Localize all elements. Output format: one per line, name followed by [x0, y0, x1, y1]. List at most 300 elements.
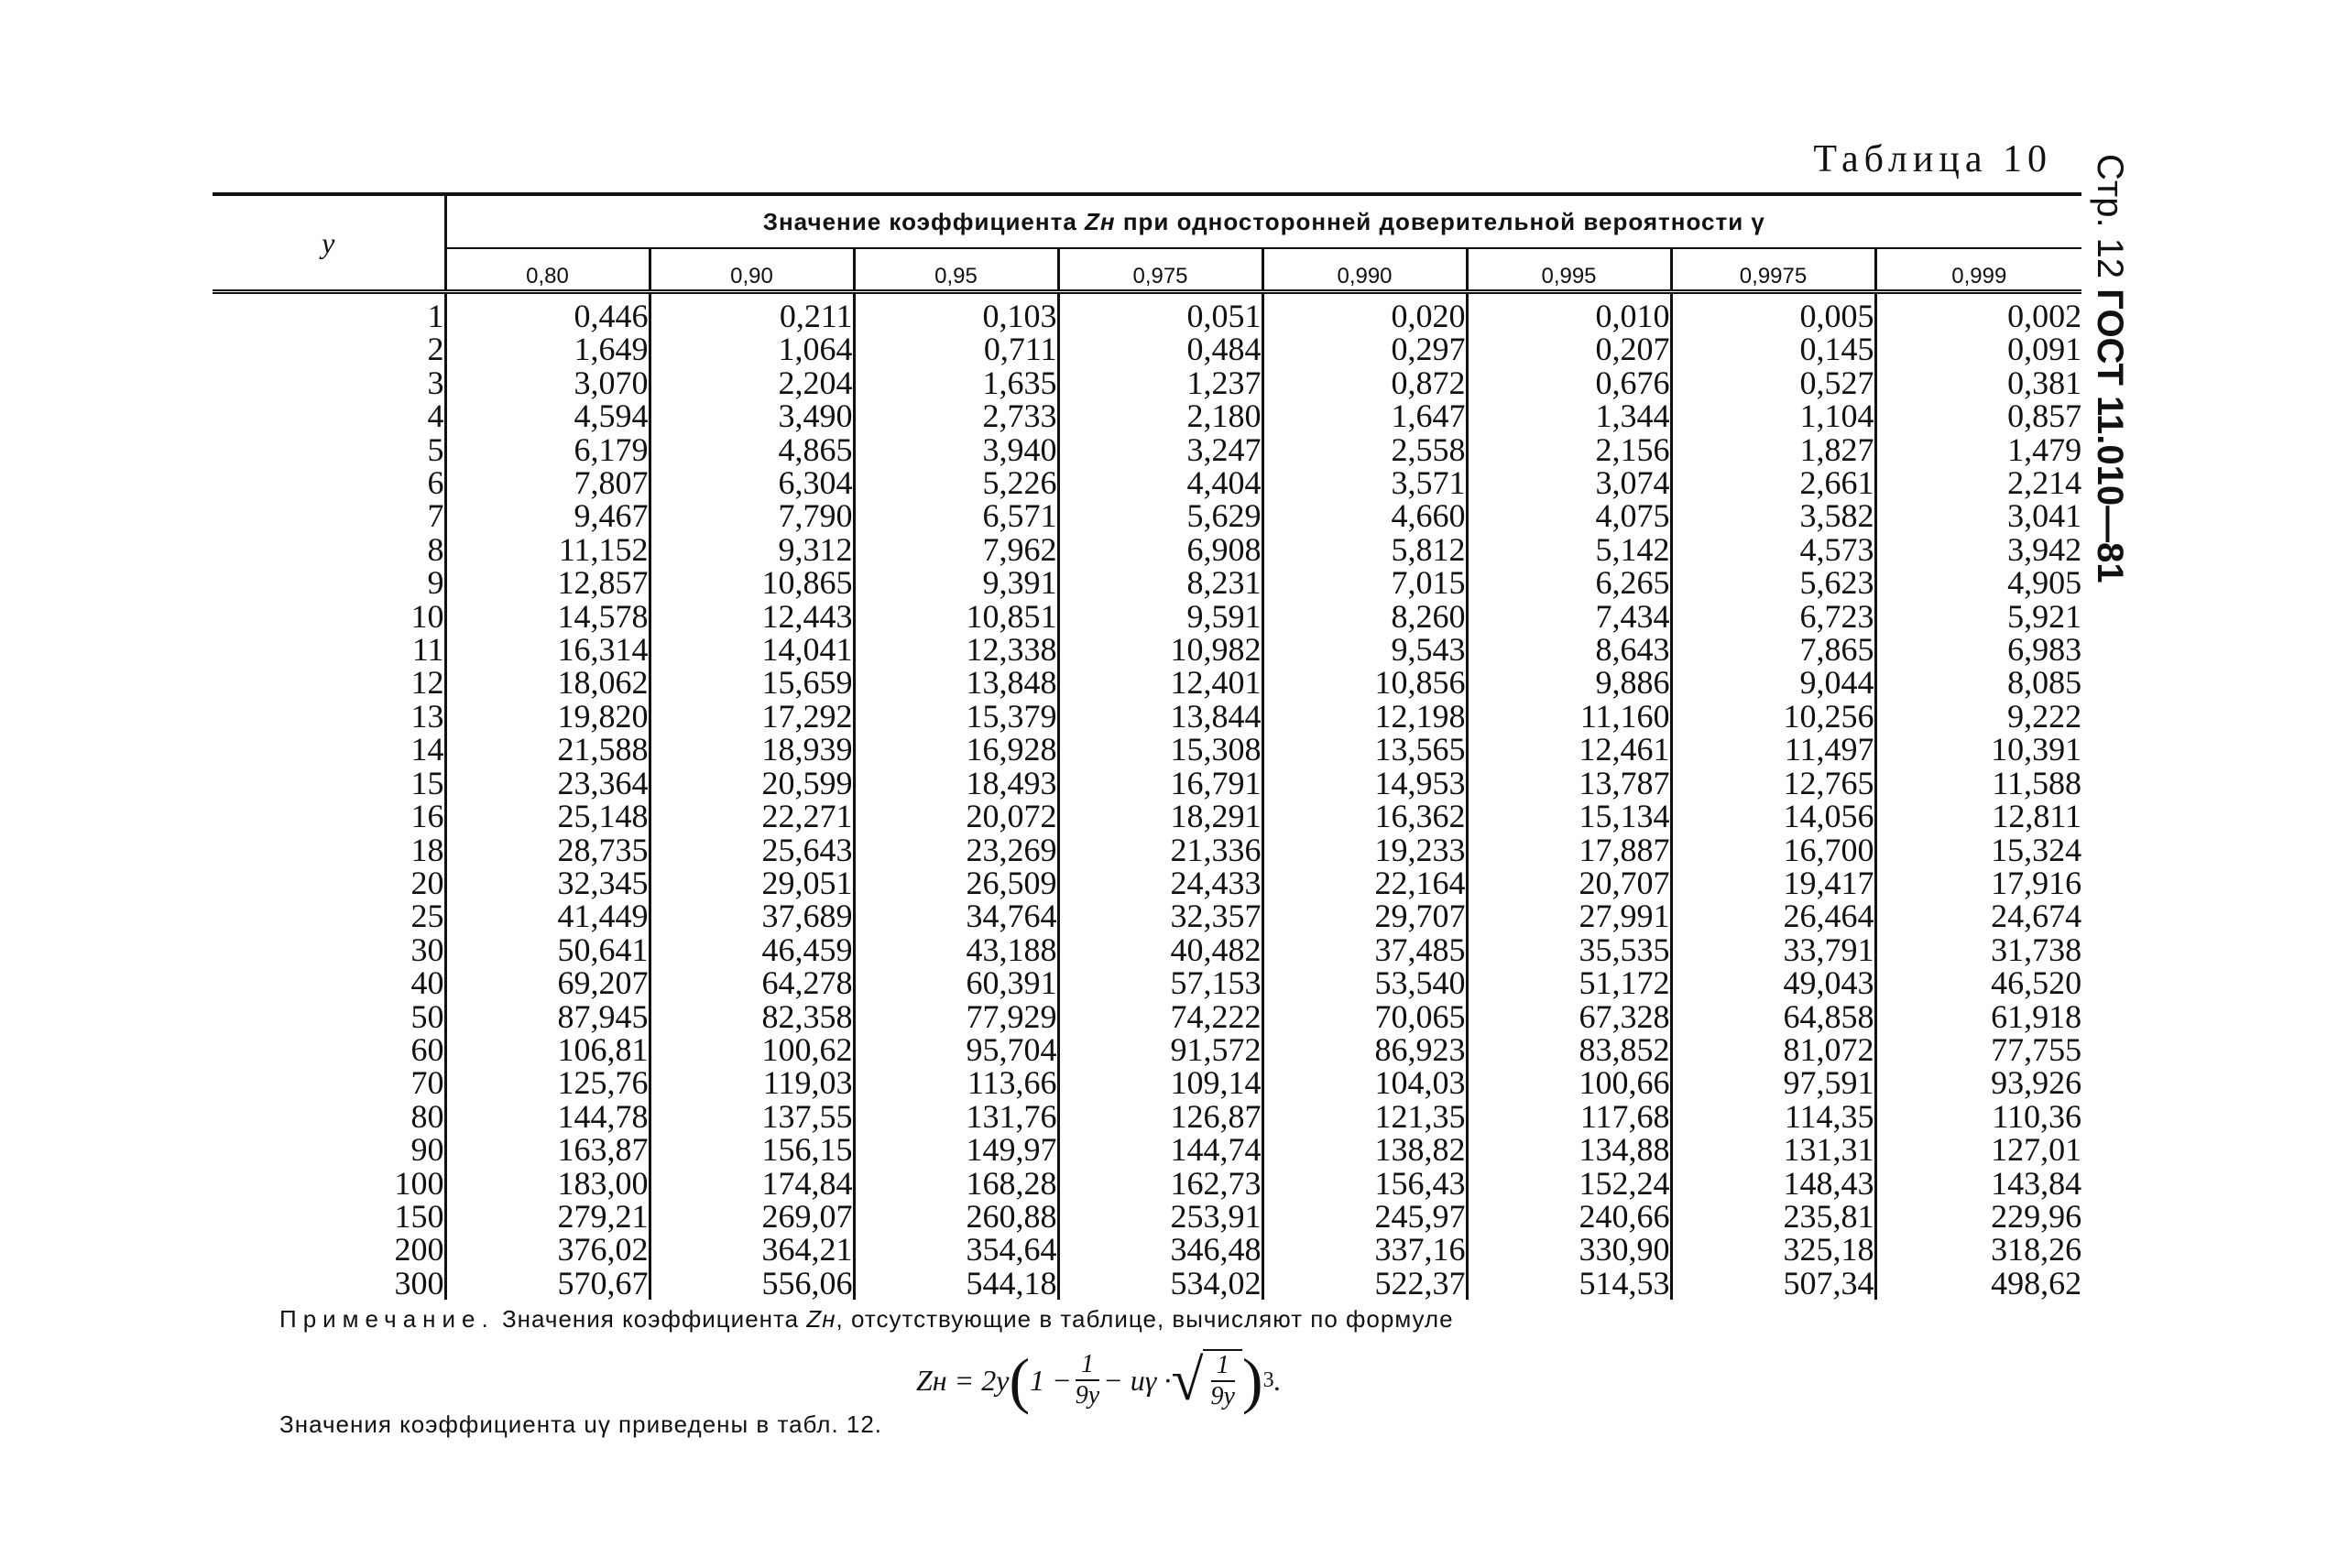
- value-cell: 0,002: [1875, 292, 2081, 333]
- value-cell: 3,490: [650, 399, 854, 432]
- table-row: [213, 332, 2081, 365]
- table-row: [213, 666, 2081, 699]
- value-cell: 110,36: [1875, 1100, 2081, 1133]
- value-cell: 74,222: [1058, 1000, 1262, 1033]
- table-body: [213, 292, 2081, 1301]
- table-row: [213, 292, 2081, 333]
- table-row: [213, 633, 2081, 666]
- formula-exponent: 3: [1262, 1367, 1274, 1392]
- value-cell: 27,991: [1467, 899, 1671, 932]
- value-cell: 95,704: [854, 1033, 1058, 1066]
- y-cell: 80: [410, 1097, 444, 1135]
- value-cell: 9,467: [445, 499, 650, 532]
- value-cell: 49,043: [1671, 966, 1875, 999]
- value-cell: 235,81: [1671, 1200, 1875, 1233]
- table-row: [213, 767, 2081, 800]
- value-cell: 87,945: [445, 1000, 650, 1033]
- value-cell: 0,103: [854, 292, 1058, 333]
- value-cell: 8,643: [1467, 633, 1671, 666]
- value-cell: 0,857: [1875, 399, 2081, 432]
- y-cell: 5: [427, 430, 444, 468]
- gamma-column-header: 0,999: [1875, 248, 2081, 292]
- value-cell: 11,152: [445, 533, 650, 566]
- value-cell: 3,940: [854, 433, 1058, 466]
- value-cell: 51,172: [1467, 966, 1671, 999]
- value-cell: 5,921: [1875, 600, 2081, 633]
- value-cell: 1,064: [650, 332, 854, 365]
- data-table: [213, 192, 2081, 1300]
- y-cell: 1: [427, 298, 444, 334]
- value-cell: 0,711: [854, 332, 1058, 365]
- value-cell: 3,582: [1671, 499, 1875, 532]
- y-cell: 70: [410, 1064, 444, 1102]
- y-cell: 50: [410, 997, 444, 1035]
- value-cell: 22,164: [1262, 866, 1467, 899]
- value-cell: 4,660: [1262, 499, 1467, 532]
- table-row: [213, 700, 2081, 733]
- value-cell: 376,02: [445, 1233, 650, 1266]
- value-cell: 11,160: [1467, 700, 1671, 733]
- root-fraction: [1210, 1351, 1234, 1411]
- value-cell: 156,15: [650, 1133, 854, 1166]
- gamma-column-header: 0,995: [1467, 248, 1671, 292]
- value-cell: 10,256: [1671, 700, 1875, 733]
- table-row: [213, 499, 2081, 532]
- value-cell: 0,297: [1262, 332, 1467, 365]
- y-cell: 13: [410, 697, 444, 735]
- table-row: [213, 1100, 2081, 1133]
- value-cell: 0,020: [1262, 292, 1467, 333]
- table-row: [213, 1033, 2081, 1066]
- table-row: [213, 1267, 2081, 1300]
- value-cell: 46,459: [650, 933, 854, 966]
- table-row: [213, 566, 2081, 599]
- table-row: [213, 866, 2081, 899]
- value-cell: 1,827: [1671, 433, 1875, 466]
- gamma-column-header: 0,90: [650, 248, 854, 292]
- value-cell: 119,03: [650, 1066, 854, 1099]
- table-row: [213, 466, 2081, 499]
- value-cell: 0,872: [1262, 366, 1467, 399]
- value-cell: 0,051: [1058, 292, 1262, 333]
- y-cell: 20: [410, 864, 444, 901]
- value-cell: 337,16: [1262, 1233, 1467, 1266]
- value-cell: 24,674: [1875, 899, 2081, 932]
- value-cell: 60,391: [854, 966, 1058, 999]
- value-cell: 346,48: [1058, 1233, 1262, 1266]
- value-cell: 26,509: [854, 866, 1058, 899]
- y-cell: 4: [427, 397, 444, 435]
- value-cell: 7,807: [445, 466, 650, 499]
- value-cell: 12,811: [1875, 800, 2081, 833]
- value-cell: 61,918: [1875, 1000, 2081, 1033]
- value-cell: 514,53: [1467, 1267, 1671, 1300]
- value-cell: 16,314: [445, 633, 650, 666]
- y-cell: 25: [410, 898, 444, 935]
- table-row: [213, 1000, 2081, 1033]
- value-cell: 144,74: [1058, 1133, 1262, 1166]
- value-cell: 12,857: [445, 566, 650, 599]
- table-row: [213, 966, 2081, 999]
- value-cell: 156,43: [1262, 1167, 1467, 1200]
- value-cell: 1,649: [445, 332, 650, 365]
- value-cell: 83,852: [1467, 1033, 1671, 1066]
- gamma-header-row: [213, 248, 2081, 292]
- table-row: [213, 366, 2081, 399]
- value-cell: 6,265: [1467, 566, 1671, 599]
- value-cell: 15,308: [1058, 733, 1262, 766]
- value-cell: 13,787: [1467, 767, 1671, 800]
- formula: [916, 1346, 1282, 1414]
- value-cell: 9,886: [1467, 666, 1671, 699]
- root-denominator: 9y: [1210, 1382, 1235, 1410]
- value-cell: 12,401: [1058, 666, 1262, 699]
- value-cell: 3,942: [1875, 533, 2081, 566]
- value-cell: 4,905: [1875, 566, 2081, 599]
- value-cell: 37,485: [1262, 933, 1467, 966]
- value-cell: 2,733: [854, 399, 1058, 432]
- value-cell: 14,041: [650, 633, 854, 666]
- left-paren: (: [1009, 1345, 1031, 1415]
- table-row: [213, 1167, 2081, 1200]
- table-row: [213, 1200, 2081, 1233]
- root-numerator: 1: [1211, 1351, 1235, 1382]
- value-cell: 43,188: [854, 933, 1058, 966]
- value-cell: 364,21: [650, 1233, 854, 1266]
- value-cell: 16,791: [1058, 767, 1262, 800]
- value-cell: 12,461: [1467, 733, 1671, 766]
- value-cell: 0,207: [1467, 332, 1671, 365]
- value-cell: 544,18: [854, 1267, 1058, 1300]
- value-cell: 143,84: [1875, 1167, 2081, 1200]
- value-cell: 9,044: [1671, 666, 1875, 699]
- value-cell: 1,647: [1262, 399, 1467, 432]
- gamma-column-header: 0,80: [445, 248, 650, 292]
- y-cell: 9: [427, 564, 444, 602]
- value-cell: 269,07: [650, 1200, 854, 1233]
- value-cell: 0,381: [1875, 366, 2081, 399]
- value-cell: 70,065: [1262, 1000, 1467, 1033]
- value-cell: 9,312: [650, 533, 854, 566]
- value-cell: 9,391: [854, 566, 1058, 599]
- value-cell: 3,041: [1875, 499, 2081, 532]
- y-cell: 60: [410, 1030, 444, 1068]
- y-cell: 18: [410, 831, 444, 868]
- formula-lhs: Zн = 2y: [916, 1363, 1010, 1397]
- gamma-column-header: 0,975: [1058, 248, 1262, 292]
- value-cell: 93,926: [1875, 1066, 2081, 1099]
- value-cell: 7,790: [650, 499, 854, 532]
- note-text-post: , отсутствующие в таблице, вычисляют по формуле: [836, 1305, 1454, 1333]
- value-cell: 1,344: [1467, 399, 1671, 432]
- value-cell: 13,848: [854, 666, 1058, 699]
- value-cell: 25,643: [650, 833, 854, 866]
- value-cell: 77,755: [1875, 1033, 2081, 1066]
- value-cell: 109,14: [1058, 1066, 1262, 1099]
- value-cell: 0,145: [1671, 332, 1875, 365]
- note-heading: Примечание.: [279, 1305, 495, 1333]
- gamma-column-header: 0,990: [1262, 248, 1467, 292]
- value-cell: 1,237: [1058, 366, 1262, 399]
- value-cell: 20,599: [650, 767, 854, 800]
- value-cell: 82,358: [650, 1000, 854, 1033]
- value-cell: 18,939: [650, 733, 854, 766]
- value-cell: 5,226: [854, 466, 1058, 499]
- value-cell: 0,446: [445, 292, 650, 333]
- page-number: Стр. 12: [2090, 154, 2130, 279]
- value-cell: 117,68: [1467, 1100, 1671, 1133]
- value-cell: 10,865: [650, 566, 854, 599]
- value-cell: 20,707: [1467, 866, 1671, 899]
- value-cell: 6,304: [650, 466, 854, 499]
- value-cell: 1,635: [854, 366, 1058, 399]
- value-cell: 121,35: [1262, 1100, 1467, 1133]
- value-cell: 6,908: [1058, 533, 1262, 566]
- value-cell: 15,324: [1875, 833, 2081, 866]
- value-cell: 100,66: [1467, 1066, 1671, 1099]
- value-cell: 12,198: [1262, 700, 1467, 733]
- value-cell: 86,923: [1262, 1033, 1467, 1066]
- row-header-y: y: [213, 194, 445, 292]
- value-cell: 22,271: [650, 800, 854, 833]
- value-cell: 126,87: [1058, 1100, 1262, 1133]
- value-cell: 19,820: [445, 700, 650, 733]
- value-cell: 253,91: [1058, 1200, 1262, 1233]
- note-line-1: [279, 1305, 2020, 1334]
- value-cell: 138,82: [1262, 1133, 1467, 1166]
- value-cell: 6,723: [1671, 600, 1875, 633]
- y-cell: 7: [427, 497, 444, 535]
- value-cell: 16,928: [854, 733, 1058, 766]
- value-cell: 33,791: [1671, 933, 1875, 966]
- value-cell: 11,497: [1671, 733, 1875, 766]
- value-cell: 17,292: [650, 700, 854, 733]
- value-cell: 2,204: [650, 366, 854, 399]
- value-cell: 2,180: [1058, 399, 1262, 432]
- gamma-column-header: 0,9975: [1671, 248, 1875, 292]
- formula-end: .: [1273, 1363, 1282, 1397]
- group-header: [445, 194, 2081, 248]
- value-cell: 28,735: [445, 833, 650, 866]
- note-symbol: Zн: [806, 1305, 836, 1333]
- value-cell: 18,493: [854, 767, 1058, 800]
- value-cell: 2,156: [1467, 433, 1671, 466]
- value-cell: 40,482: [1058, 933, 1262, 966]
- value-cell: 134,88: [1467, 1133, 1671, 1166]
- value-cell: 32,357: [1058, 899, 1262, 932]
- value-cell: 12,338: [854, 633, 1058, 666]
- value-cell: 46,520: [1875, 966, 2081, 999]
- value-cell: 325,18: [1671, 1233, 1875, 1266]
- value-cell: 174,84: [650, 1167, 854, 1200]
- value-cell: 570,67: [445, 1267, 650, 1300]
- y-cell: 16: [410, 798, 444, 835]
- value-cell: 330,90: [1467, 1233, 1671, 1266]
- table-row: [213, 433, 2081, 466]
- group-header-pre: Значение коэффициента: [762, 207, 1086, 235]
- value-cell: 5,623: [1671, 566, 1875, 599]
- value-cell: 127,01: [1875, 1133, 2081, 1166]
- value-cell: 21,336: [1058, 833, 1262, 866]
- value-cell: 21,588: [445, 733, 650, 766]
- value-cell: 9,222: [1875, 700, 2081, 733]
- value-cell: 15,659: [650, 666, 854, 699]
- value-cell: 17,887: [1467, 833, 1671, 866]
- y-cell: 8: [427, 530, 444, 568]
- value-cell: 64,858: [1671, 1000, 1875, 1033]
- value-cell: 19,417: [1671, 866, 1875, 899]
- value-cell: 104,03: [1262, 1066, 1467, 1099]
- value-cell: 8,231: [1058, 566, 1262, 599]
- value-cell: 148,43: [1671, 1167, 1875, 1200]
- value-cell: 15,379: [854, 700, 1058, 733]
- value-cell: 23,364: [445, 767, 650, 800]
- value-cell: 131,76: [854, 1100, 1058, 1133]
- value-cell: 6,983: [1875, 633, 2081, 666]
- right-paren: ): [1241, 1345, 1263, 1415]
- value-cell: 240,66: [1467, 1200, 1671, 1233]
- value-cell: 7,015: [1262, 566, 1467, 599]
- value-cell: 29,051: [650, 866, 854, 899]
- value-cell: 2,558: [1262, 433, 1467, 466]
- value-cell: 10,856: [1262, 666, 1467, 699]
- formula-one: 1 −: [1030, 1363, 1072, 1397]
- value-cell: 5,812: [1262, 533, 1467, 566]
- value-cell: 69,207: [445, 966, 650, 999]
- value-cell: 14,056: [1671, 800, 1875, 833]
- y-cell: 6: [427, 464, 444, 502]
- value-cell: 41,449: [445, 899, 650, 932]
- value-cell: 53,540: [1262, 966, 1467, 999]
- y-cell: 12: [410, 664, 444, 702]
- value-cell: 131,31: [1671, 1133, 1875, 1166]
- value-cell: 18,291: [1058, 800, 1262, 833]
- value-cell: 6,179: [445, 433, 650, 466]
- value-cell: 23,269: [854, 833, 1058, 866]
- value-cell: 19,233: [1262, 833, 1467, 866]
- value-cell: 0,005: [1671, 292, 1875, 333]
- table-row: [213, 833, 2081, 866]
- value-cell: 32,345: [445, 866, 650, 899]
- y-cell: 11: [411, 631, 444, 669]
- value-cell: 260,88: [854, 1200, 1058, 1233]
- value-cell: 11,588: [1875, 767, 2081, 800]
- value-cell: 9,591: [1058, 600, 1262, 633]
- value-cell: 229,96: [1875, 1200, 2081, 1233]
- value-cell: 0,676: [1467, 366, 1671, 399]
- value-cell: 4,573: [1671, 533, 1875, 566]
- value-cell: 507,34: [1671, 1267, 1875, 1300]
- value-cell: 35,535: [1467, 933, 1671, 966]
- value-cell: 67,328: [1467, 1000, 1671, 1033]
- y-cell: 300: [394, 1264, 444, 1301]
- value-cell: 3,074: [1467, 466, 1671, 499]
- value-cell: 354,64: [854, 1233, 1058, 1266]
- group-header-symbol: Zн: [1085, 207, 1116, 235]
- value-cell: 113,66: [854, 1066, 1058, 1099]
- table-row: [213, 800, 2081, 833]
- y-cell: 15: [410, 764, 444, 801]
- note-line-2: Значения коэффициента uγ приведены в табл. 12.: [279, 1410, 883, 1438]
- y-cell: 2: [427, 331, 444, 368]
- value-cell: 152,24: [1467, 1167, 1671, 1200]
- value-cell: 15,134: [1467, 800, 1671, 833]
- value-cell: 5,142: [1467, 533, 1671, 566]
- value-cell: 7,962: [854, 533, 1058, 566]
- y-cell: 30: [410, 931, 444, 968]
- table-label: Таблица 10: [1813, 138, 2052, 180]
- value-cell: 13,565: [1262, 733, 1467, 766]
- table-row: [213, 399, 2081, 432]
- value-cell: 29,707: [1262, 899, 1467, 932]
- value-cell: 3,571: [1262, 466, 1467, 499]
- fraction-numerator: 1: [1076, 1350, 1099, 1381]
- note-text-pre: Значения коэффициента: [494, 1305, 807, 1333]
- value-cell: 25,148: [445, 800, 650, 833]
- y-cell: 90: [410, 1131, 444, 1169]
- value-cell: 24,433: [1058, 866, 1262, 899]
- value-cell: 3,247: [1058, 433, 1262, 466]
- value-cell: 149,97: [854, 1133, 1058, 1166]
- value-cell: 31,738: [1875, 933, 2081, 966]
- value-cell: 10,391: [1875, 733, 2081, 766]
- value-cell: 183,00: [445, 1167, 650, 1200]
- value-cell: 12,443: [650, 600, 854, 633]
- value-cell: 10,851: [854, 600, 1058, 633]
- value-cell: 14,578: [445, 600, 650, 633]
- value-cell: 50,641: [445, 933, 650, 966]
- table-row: [213, 733, 2081, 766]
- group-header-post: при односторонней доверительной вероятности γ: [1115, 207, 1765, 235]
- value-cell: 4,594: [445, 399, 650, 432]
- value-cell: 2,214: [1875, 466, 2081, 499]
- value-cell: 318,26: [1875, 1233, 2081, 1266]
- value-cell: 0,091: [1875, 332, 2081, 365]
- value-cell: 0,010: [1467, 292, 1671, 333]
- value-cell: 0,211: [650, 292, 854, 333]
- value-cell: 2,661: [1671, 466, 1875, 499]
- fraction-denominator: 9y: [1075, 1381, 1100, 1410]
- value-cell: 0,484: [1058, 332, 1262, 365]
- table-row: [213, 933, 2081, 966]
- value-cell: 13,844: [1058, 700, 1262, 733]
- value-cell: 17,916: [1875, 866, 2081, 899]
- table-row: [213, 1133, 2081, 1166]
- value-cell: 106,81: [445, 1033, 650, 1066]
- value-cell: 4,865: [650, 433, 854, 466]
- sqrt-icon: √: [1171, 1347, 1204, 1412]
- value-cell: 4,075: [1467, 499, 1671, 532]
- value-cell: 12,765: [1671, 767, 1875, 800]
- value-cell: 100,62: [650, 1033, 854, 1066]
- value-cell: 279,21: [445, 1200, 650, 1233]
- value-cell: 144,78: [445, 1100, 650, 1133]
- y-cell: 100: [394, 1164, 444, 1202]
- value-cell: 534,02: [1058, 1267, 1262, 1300]
- value-cell: 0,527: [1671, 366, 1875, 399]
- table-row: [213, 899, 2081, 932]
- sqrt-content: [1203, 1349, 1241, 1411]
- table-row: [213, 600, 2081, 633]
- value-cell: 4,404: [1058, 466, 1262, 499]
- value-cell: 16,362: [1262, 800, 1467, 833]
- value-cell: 26,464: [1671, 899, 1875, 932]
- table-row: [213, 533, 2081, 566]
- value-cell: 8,085: [1875, 666, 2081, 699]
- value-cell: 125,76: [445, 1066, 650, 1099]
- value-cell: 6,571: [854, 499, 1058, 532]
- value-cell: 14,953: [1262, 767, 1467, 800]
